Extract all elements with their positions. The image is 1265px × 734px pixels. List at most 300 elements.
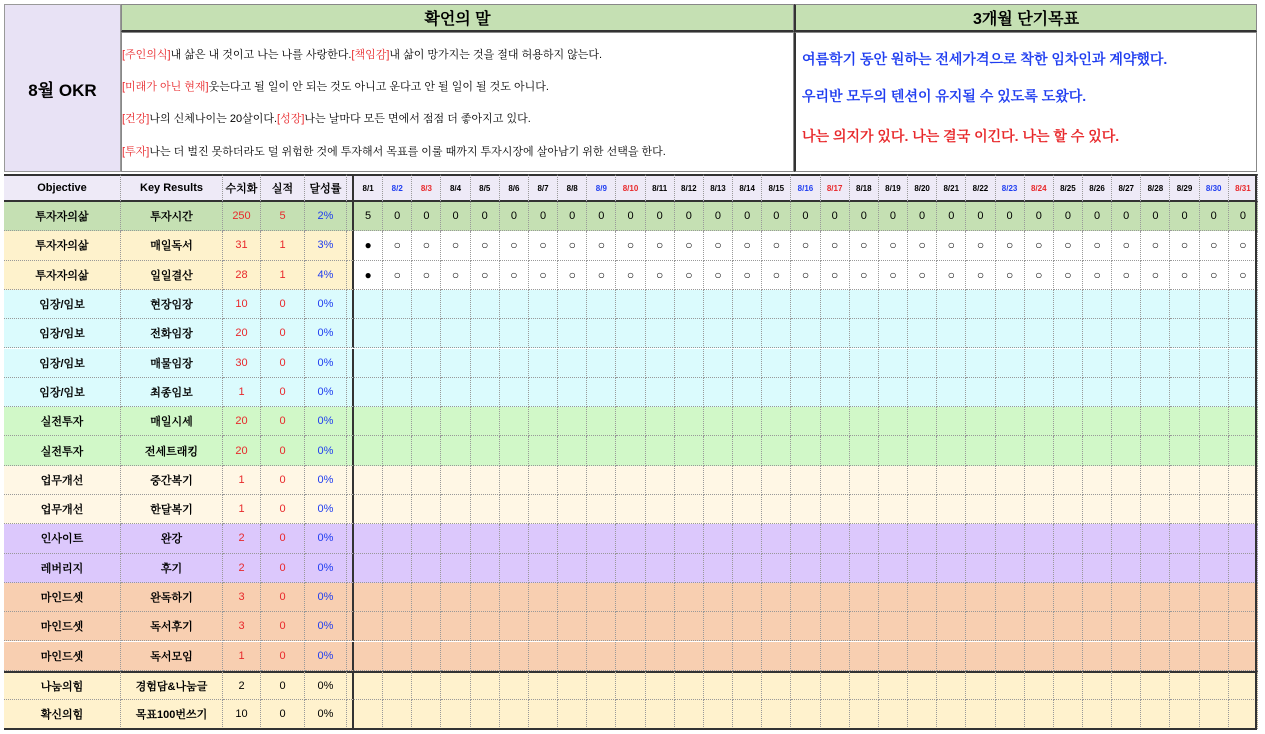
day-cell[interactable]	[733, 554, 762, 583]
day-cell[interactable]	[500, 700, 529, 729]
day-cell[interactable]	[791, 378, 820, 407]
day-cell[interactable]	[1229, 290, 1258, 319]
day-cell[interactable]	[1025, 554, 1054, 583]
day-cell[interactable]	[937, 319, 966, 348]
day-cell[interactable]	[1112, 495, 1141, 524]
day-cell[interactable]	[587, 407, 616, 436]
day-cell[interactable]	[1054, 407, 1083, 436]
day-cell[interactable]	[1083, 466, 1112, 495]
day-cell[interactable]	[675, 495, 704, 524]
day-cell[interactable]	[850, 378, 879, 407]
day-cell[interactable]	[1200, 583, 1229, 612]
day-cell[interactable]	[908, 436, 937, 465]
day-cell[interactable]	[616, 319, 645, 348]
day-cell[interactable]: ○	[441, 231, 470, 260]
day-cell[interactable]: 0	[1170, 202, 1199, 231]
day-cell[interactable]	[383, 612, 412, 641]
day-cell[interactable]	[529, 583, 558, 612]
day-cell[interactable]	[908, 554, 937, 583]
day-cell[interactable]	[966, 642, 995, 671]
day-cell[interactable]	[1054, 378, 1083, 407]
day-cell[interactable]	[1229, 612, 1258, 641]
day-cell[interactable]	[471, 554, 500, 583]
day-cell[interactable]	[383, 495, 412, 524]
day-cell[interactable]	[1170, 436, 1199, 465]
day-cell[interactable]	[558, 495, 587, 524]
day-cell[interactable]: 0	[587, 202, 616, 231]
day-cell[interactable]	[996, 700, 1025, 729]
day-cell[interactable]	[441, 436, 470, 465]
day-cell[interactable]	[675, 524, 704, 553]
day-cell[interactable]	[471, 319, 500, 348]
day-cell[interactable]	[879, 524, 908, 553]
day-cell[interactable]	[1054, 554, 1083, 583]
day-cell[interactable]: ○	[412, 231, 441, 260]
day-cell[interactable]: 0	[675, 202, 704, 231]
day-cell[interactable]: ○	[879, 261, 908, 290]
day-cell[interactable]	[762, 495, 791, 524]
day-cell[interactable]	[908, 583, 937, 612]
day-cell[interactable]: 0	[704, 202, 733, 231]
day-cell[interactable]: 0	[996, 202, 1025, 231]
day-cell[interactable]	[1141, 642, 1170, 671]
day-cell[interactable]	[500, 612, 529, 641]
day-cell[interactable]	[996, 466, 1025, 495]
day-cell[interactable]	[821, 495, 850, 524]
day-cell[interactable]	[762, 349, 791, 378]
day-cell[interactable]	[441, 466, 470, 495]
day-cell[interactable]	[383, 554, 412, 583]
day-cell[interactable]	[937, 290, 966, 319]
day-cell[interactable]	[646, 495, 675, 524]
day-cell[interactable]	[1200, 290, 1229, 319]
day-cell[interactable]: ○	[791, 231, 820, 260]
day-cell[interactable]	[879, 466, 908, 495]
day-cell[interactable]	[412, 466, 441, 495]
day-cell[interactable]	[587, 642, 616, 671]
day-cell[interactable]: ○	[383, 231, 412, 260]
day-cell[interactable]	[441, 612, 470, 641]
day-cell[interactable]	[558, 407, 587, 436]
day-cell[interactable]	[966, 436, 995, 465]
day-cell[interactable]	[908, 612, 937, 641]
day-cell[interactable]	[850, 466, 879, 495]
day-cell[interactable]	[1112, 349, 1141, 378]
day-cell[interactable]	[762, 642, 791, 671]
day-cell[interactable]: ○	[675, 261, 704, 290]
day-cell[interactable]	[675, 583, 704, 612]
day-cell[interactable]: ○	[1112, 261, 1141, 290]
day-cell[interactable]: ○	[1112, 231, 1141, 260]
day-cell[interactable]	[675, 612, 704, 641]
day-cell[interactable]	[471, 290, 500, 319]
day-cell[interactable]	[762, 524, 791, 553]
day-cell[interactable]	[1170, 671, 1199, 700]
day-cell[interactable]	[937, 466, 966, 495]
day-cell[interactable]	[616, 642, 645, 671]
day-cell[interactable]	[1054, 319, 1083, 348]
day-cell[interactable]: 0	[646, 202, 675, 231]
day-cell[interactable]	[879, 583, 908, 612]
day-cell[interactable]: ○	[471, 231, 500, 260]
day-cell[interactable]	[412, 700, 441, 729]
day-cell[interactable]	[850, 436, 879, 465]
day-cell[interactable]	[1141, 407, 1170, 436]
day-cell[interactable]	[704, 700, 733, 729]
day-cell[interactable]	[996, 524, 1025, 553]
day-cell[interactable]	[704, 524, 733, 553]
day-cell[interactable]	[616, 349, 645, 378]
day-cell[interactable]: 5	[354, 202, 383, 231]
day-cell[interactable]	[996, 495, 1025, 524]
day-cell[interactable]	[879, 642, 908, 671]
day-cell[interactable]	[1229, 349, 1258, 378]
day-cell[interactable]	[996, 554, 1025, 583]
day-cell[interactable]	[879, 671, 908, 700]
day-cell[interactable]	[441, 671, 470, 700]
day-cell[interactable]	[1025, 700, 1054, 729]
day-cell[interactable]	[821, 612, 850, 641]
day-cell[interactable]	[441, 524, 470, 553]
day-cell[interactable]	[733, 290, 762, 319]
day-cell[interactable]: ○	[1200, 231, 1229, 260]
day-cell[interactable]: 0	[1054, 202, 1083, 231]
day-cell[interactable]	[996, 290, 1025, 319]
day-cell[interactable]: ○	[471, 261, 500, 290]
day-cell[interactable]	[1083, 436, 1112, 465]
day-cell[interactable]	[675, 700, 704, 729]
day-cell[interactable]	[879, 495, 908, 524]
day-cell[interactable]	[1112, 524, 1141, 553]
day-cell[interactable]	[1141, 524, 1170, 553]
day-cell[interactable]	[908, 642, 937, 671]
day-cell[interactable]: ○	[1083, 261, 1112, 290]
day-cell[interactable]	[558, 378, 587, 407]
day-cell[interactable]	[646, 700, 675, 729]
day-cell[interactable]: ○	[733, 261, 762, 290]
day-cell[interactable]: ○	[1025, 261, 1054, 290]
day-cell[interactable]	[966, 671, 995, 700]
day-cell[interactable]	[908, 319, 937, 348]
day-cell[interactable]	[500, 524, 529, 553]
day-cell[interactable]	[500, 349, 529, 378]
day-cell[interactable]	[558, 466, 587, 495]
day-cell[interactable]	[558, 554, 587, 583]
day-cell[interactable]	[646, 642, 675, 671]
day-cell[interactable]	[879, 407, 908, 436]
day-cell[interactable]	[791, 436, 820, 465]
day-cell[interactable]	[821, 524, 850, 553]
day-cell[interactable]	[1025, 612, 1054, 641]
day-cell[interactable]: ●	[354, 261, 383, 290]
day-cell[interactable]: ○	[1229, 261, 1258, 290]
day-cell[interactable]	[558, 290, 587, 319]
day-cell[interactable]	[441, 290, 470, 319]
day-cell[interactable]	[879, 436, 908, 465]
day-cell[interactable]	[937, 436, 966, 465]
day-cell[interactable]: ○	[704, 261, 733, 290]
day-cell[interactable]: 0	[500, 202, 529, 231]
day-cell[interactable]	[529, 612, 558, 641]
day-cell[interactable]	[675, 642, 704, 671]
day-cell[interactable]	[1141, 436, 1170, 465]
day-cell[interactable]	[850, 290, 879, 319]
day-cell[interactable]	[529, 524, 558, 553]
day-cell[interactable]	[500, 671, 529, 700]
day-cell[interactable]	[1200, 407, 1229, 436]
day-cell[interactable]	[733, 407, 762, 436]
day-cell[interactable]	[1083, 642, 1112, 671]
day-cell[interactable]	[762, 407, 791, 436]
day-cell[interactable]	[1200, 554, 1229, 583]
day-cell[interactable]	[441, 642, 470, 671]
day-cell[interactable]	[383, 290, 412, 319]
day-cell[interactable]: ○	[879, 231, 908, 260]
day-cell[interactable]: ○	[908, 231, 937, 260]
day-cell[interactable]	[704, 495, 733, 524]
day-cell[interactable]	[1054, 436, 1083, 465]
day-cell[interactable]	[646, 378, 675, 407]
day-cell[interactable]	[733, 436, 762, 465]
day-cell[interactable]: ○	[937, 231, 966, 260]
day-cell[interactable]	[587, 319, 616, 348]
day-cell[interactable]: ○	[762, 261, 791, 290]
day-cell[interactable]	[966, 495, 995, 524]
day-cell[interactable]: ○	[616, 231, 645, 260]
day-cell[interactable]	[412, 554, 441, 583]
day-cell[interactable]	[1200, 642, 1229, 671]
day-cell[interactable]: ○	[1170, 231, 1199, 260]
day-cell[interactable]	[529, 436, 558, 465]
day-cell[interactable]	[1054, 642, 1083, 671]
day-cell[interactable]: ○	[646, 231, 675, 260]
day-cell[interactable]	[500, 319, 529, 348]
day-cell[interactable]	[1112, 671, 1141, 700]
day-cell[interactable]	[587, 378, 616, 407]
day-cell[interactable]	[1083, 319, 1112, 348]
day-cell[interactable]	[908, 378, 937, 407]
day-cell[interactable]	[354, 378, 383, 407]
day-cell[interactable]	[646, 524, 675, 553]
day-cell[interactable]	[908, 290, 937, 319]
day-cell[interactable]: 0	[1025, 202, 1054, 231]
day-cell[interactable]	[908, 495, 937, 524]
day-cell[interactable]: 0	[1083, 202, 1112, 231]
day-cell[interactable]	[850, 495, 879, 524]
day-cell[interactable]	[500, 495, 529, 524]
day-cell[interactable]	[616, 612, 645, 641]
day-cell[interactable]: ○	[850, 261, 879, 290]
day-cell[interactable]	[1141, 378, 1170, 407]
day-cell[interactable]	[616, 671, 645, 700]
day-cell[interactable]	[616, 290, 645, 319]
day-cell[interactable]	[821, 671, 850, 700]
day-cell[interactable]	[937, 700, 966, 729]
day-cell[interactable]	[966, 378, 995, 407]
day-cell[interactable]	[1112, 642, 1141, 671]
day-cell[interactable]	[1170, 583, 1199, 612]
day-cell[interactable]	[1200, 378, 1229, 407]
day-cell[interactable]	[1141, 290, 1170, 319]
day-cell[interactable]: 0	[441, 202, 470, 231]
day-cell[interactable]	[383, 466, 412, 495]
day-cell[interactable]	[441, 349, 470, 378]
day-cell[interactable]	[471, 466, 500, 495]
day-cell[interactable]	[937, 583, 966, 612]
day-cell[interactable]	[383, 642, 412, 671]
day-cell[interactable]	[1112, 407, 1141, 436]
day-cell[interactable]	[1025, 671, 1054, 700]
day-cell[interactable]	[704, 554, 733, 583]
day-cell[interactable]	[1229, 642, 1258, 671]
day-cell[interactable]	[966, 349, 995, 378]
day-cell[interactable]: ○	[412, 261, 441, 290]
day-cell[interactable]: 0	[762, 202, 791, 231]
day-cell[interactable]	[558, 671, 587, 700]
day-cell[interactable]	[587, 554, 616, 583]
day-cell[interactable]	[762, 700, 791, 729]
day-cell[interactable]	[1054, 700, 1083, 729]
day-cell[interactable]	[558, 319, 587, 348]
day-cell[interactable]	[616, 554, 645, 583]
day-cell[interactable]	[529, 290, 558, 319]
day-cell[interactable]: ○	[850, 231, 879, 260]
day-cell[interactable]: ○	[937, 261, 966, 290]
day-cell[interactable]	[471, 407, 500, 436]
day-cell[interactable]	[1141, 319, 1170, 348]
day-cell[interactable]	[821, 583, 850, 612]
day-cell[interactable]: ○	[587, 261, 616, 290]
day-cell[interactable]	[441, 495, 470, 524]
day-cell[interactable]	[616, 378, 645, 407]
day-cell[interactable]: 0	[791, 202, 820, 231]
day-cell[interactable]: ○	[646, 261, 675, 290]
day-cell[interactable]: ○	[996, 231, 1025, 260]
day-cell[interactable]	[471, 642, 500, 671]
day-cell[interactable]	[704, 583, 733, 612]
day-cell[interactable]	[1054, 466, 1083, 495]
day-cell[interactable]: 0	[1141, 202, 1170, 231]
day-cell[interactable]: ○	[383, 261, 412, 290]
day-cell[interactable]	[1112, 554, 1141, 583]
day-cell[interactable]	[850, 642, 879, 671]
day-cell[interactable]	[646, 554, 675, 583]
day-cell[interactable]	[558, 436, 587, 465]
day-cell[interactable]	[529, 495, 558, 524]
day-cell[interactable]	[1112, 466, 1141, 495]
day-cell[interactable]: 0	[471, 202, 500, 231]
day-cell[interactable]	[996, 612, 1025, 641]
day-cell[interactable]	[1229, 554, 1258, 583]
day-cell[interactable]: 0	[966, 202, 995, 231]
day-cell[interactable]	[704, 671, 733, 700]
day-cell[interactable]	[908, 349, 937, 378]
day-cell[interactable]	[441, 378, 470, 407]
day-cell[interactable]	[412, 671, 441, 700]
day-cell[interactable]	[471, 612, 500, 641]
day-cell[interactable]	[762, 671, 791, 700]
day-cell[interactable]	[1229, 524, 1258, 553]
day-cell[interactable]	[646, 466, 675, 495]
day-cell[interactable]: 0	[383, 202, 412, 231]
day-cell[interactable]	[646, 349, 675, 378]
day-cell[interactable]	[412, 407, 441, 436]
day-cell[interactable]: ○	[821, 261, 850, 290]
day-cell[interactable]	[383, 436, 412, 465]
day-cell[interactable]: ○	[966, 231, 995, 260]
day-cell[interactable]: ○	[1083, 231, 1112, 260]
day-cell[interactable]	[1054, 612, 1083, 641]
day-cell[interactable]	[587, 583, 616, 612]
day-cell[interactable]: 0	[1112, 202, 1141, 231]
day-cell[interactable]	[704, 466, 733, 495]
day-cell[interactable]	[704, 349, 733, 378]
day-cell[interactable]: ○	[1054, 231, 1083, 260]
day-cell[interactable]	[850, 700, 879, 729]
day-cell[interactable]	[791, 466, 820, 495]
day-cell[interactable]	[704, 407, 733, 436]
day-cell[interactable]	[354, 407, 383, 436]
day-cell[interactable]: ○	[791, 261, 820, 290]
day-cell[interactable]	[879, 554, 908, 583]
day-cell[interactable]	[821, 349, 850, 378]
day-cell[interactable]: ○	[704, 231, 733, 260]
day-cell[interactable]	[937, 642, 966, 671]
day-cell[interactable]	[616, 583, 645, 612]
day-cell[interactable]	[908, 407, 937, 436]
day-cell[interactable]	[733, 671, 762, 700]
day-cell[interactable]	[412, 290, 441, 319]
day-cell[interactable]	[529, 554, 558, 583]
day-cell[interactable]	[1200, 524, 1229, 553]
day-cell[interactable]	[1083, 290, 1112, 319]
day-cell[interactable]	[821, 407, 850, 436]
day-cell[interactable]	[821, 290, 850, 319]
day-cell[interactable]	[471, 583, 500, 612]
day-cell[interactable]	[1200, 671, 1229, 700]
day-cell[interactable]	[762, 436, 791, 465]
day-cell[interactable]	[1229, 671, 1258, 700]
day-cell[interactable]	[471, 700, 500, 729]
day-cell[interactable]	[1229, 407, 1258, 436]
day-cell[interactable]	[412, 378, 441, 407]
day-cell[interactable]	[500, 583, 529, 612]
day-cell[interactable]	[1229, 583, 1258, 612]
day-cell[interactable]	[1170, 495, 1199, 524]
day-cell[interactable]	[383, 524, 412, 553]
day-cell[interactable]	[1025, 378, 1054, 407]
day-cell[interactable]	[704, 290, 733, 319]
day-cell[interactable]	[937, 612, 966, 641]
day-cell[interactable]	[587, 495, 616, 524]
day-cell[interactable]	[791, 319, 820, 348]
day-cell[interactable]	[879, 378, 908, 407]
day-cell[interactable]	[1141, 349, 1170, 378]
day-cell[interactable]	[791, 349, 820, 378]
day-cell[interactable]	[1141, 700, 1170, 729]
day-cell[interactable]	[646, 290, 675, 319]
day-cell[interactable]	[850, 524, 879, 553]
day-cell[interactable]	[1083, 554, 1112, 583]
day-cell[interactable]	[850, 583, 879, 612]
day-cell[interactable]	[500, 642, 529, 671]
day-cell[interactable]	[412, 583, 441, 612]
day-cell[interactable]	[791, 612, 820, 641]
day-cell[interactable]	[1025, 407, 1054, 436]
day-cell[interactable]	[354, 466, 383, 495]
day-cell[interactable]	[500, 290, 529, 319]
day-cell[interactable]	[966, 700, 995, 729]
